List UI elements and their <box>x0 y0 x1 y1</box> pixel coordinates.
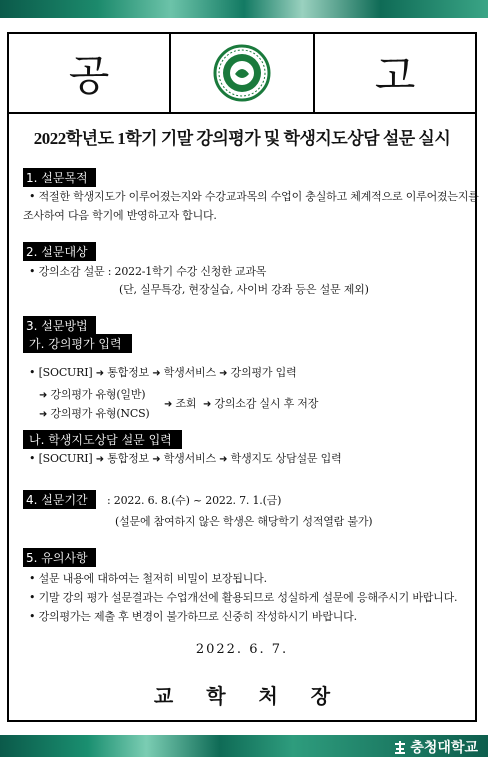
arrow-right-icon: ➜ <box>164 399 173 410</box>
save-label: 강의소감 실시 후 저장 <box>214 397 319 410</box>
section-1-line-1: • 적절한 학생지도가 이루어졌는지와 수강교과목의 수업이 충실하고 체계적으로 이루어졌는지를 <box>29 190 479 203</box>
path-b-step-1: [SOCURI] <box>38 452 93 465</box>
caution-line-1: • 설문 내용에 대하여는 철저히 비밀이 보장됩니다. <box>29 572 267 585</box>
section-1-line-2: 조사하여 다음 학기에 반영하고자 합니다. <box>23 209 217 222</box>
caution-text-3: 강의평가는 제출 후 변경이 불가하므로 신중히 작성하시기 바랍니다. <box>38 610 357 623</box>
arrow-right-icon: ➜ <box>152 368 161 379</box>
survey-period: : 2022. 6. 8.(수) ~ 2022. 7. 1.(금) <box>107 494 282 507</box>
caution-text-2: 기말 강의 평가 설문결과는 수업개선에 활용되므로 성실하게 설문에 응해주시기 바랍니다. <box>38 591 458 604</box>
arrow-right-icon: ➜ <box>39 409 48 420</box>
section-1-text-1: 적절한 학생지도가 이루어졌는지와 수강교과목의 수업이 충실하고 체계적으로 이루어졌는지를 <box>38 190 479 203</box>
section-3b-path: • [SOCURI] ➜ 통합정보 ➜ 학생서비스 ➜ 학생지도 상담설문 입력 <box>29 452 342 465</box>
seal-emblem-icon <box>213 44 271 102</box>
header-left-char: 공 <box>9 34 171 112</box>
brand-logo <box>393 737 478 757</box>
arrow-right-icon: ➜ <box>39 390 48 401</box>
survey-period-note: (설문에 참여하지 않은 학생은 해당학기 성적열람 불가) <box>115 515 373 528</box>
view-label: 조회 <box>175 397 197 410</box>
section-1-heading: 1. 설문목적 <box>23 168 96 187</box>
section-3a-path: • [SOCURI] ➜ 통합정보 ➜ 학생서비스 ➜ 강의평가 입력 <box>29 366 297 379</box>
top-decor-band <box>0 0 488 18</box>
arrow-right-icon: ➜ <box>202 399 212 410</box>
section-2-heading: 2. 설문대상 <box>23 242 96 261</box>
arrow-right-icon: ➜ <box>219 454 228 465</box>
section-3a-type-2 <box>39 405 150 421</box>
section-2-line-2: (단, 실무특강, 현장실습, 사이버 강좌 등은 설문 제외) <box>119 283 369 296</box>
section-2-text-1: 강의소감 설문 : 2022-1학기 수강 신청한 교과목 <box>38 265 267 278</box>
arrow-right-icon: ➜ <box>95 454 104 465</box>
path-b-step-2: 통합정보 <box>107 452 149 465</box>
school-seal <box>171 34 315 112</box>
arrow-right-icon: ➜ <box>95 368 104 379</box>
type-ncs-label: 강의평가 유형(NCS) <box>50 407 150 420</box>
notice-header <box>9 34 475 114</box>
notice-frame <box>7 32 477 722</box>
path-a-step-3: 학생서비스 <box>163 366 216 379</box>
path-b-step-4: 학생지도 상담설문 입력 <box>230 452 342 465</box>
path-a-step-2: 통합정보 <box>107 366 149 379</box>
section-4-heading: 4. 설문기간 <box>23 490 96 509</box>
arrow-right-icon: ➜ <box>152 454 161 465</box>
header-right-char: 고 <box>374 51 416 100</box>
section-3b-heading: 나. 학생지도상담 설문 입력 <box>23 430 182 449</box>
section-3a-type-1 <box>39 386 145 402</box>
section-2-line-1: • 강의소감 설문 : 2022-1학기 수강 신청한 교과목 <box>29 265 267 278</box>
caution-text-1: 설문 내용에 대하여는 철저히 비밀이 보장됩니다. <box>38 572 267 585</box>
arrow-right-icon: ➜ <box>219 368 228 379</box>
path-a-step-1: [SOCURI] <box>38 366 93 379</box>
section-3-heading: 3. 설문방법 <box>23 316 96 335</box>
brand-mark-icon <box>393 740 407 754</box>
brand-name: 충청대학교 <box>410 740 478 756</box>
section-3a-view-save <box>164 395 318 411</box>
notice-title: 2022학년도 1학기 기말 강의평가 및 학생지도상담 설문 실시 <box>33 129 451 148</box>
path-a-step-4: 강의평가 입력 <box>230 366 297 379</box>
notice-date: 2022. 6. 7. <box>195 642 289 657</box>
section-3a-heading: 가. 강의평가 입력 <box>23 334 132 353</box>
path-b-step-3: 학생서비스 <box>163 452 216 465</box>
section-5-heading: 5. 유의사항 <box>23 548 96 567</box>
notice-signer: 교 학 처 장 <box>153 684 331 708</box>
caution-line-2: • 기말 강의 평가 설문결과는 수업개선에 활용되므로 성실하게 설문에 응해주시기 바랍니다. <box>29 591 458 604</box>
caution-line-3: • 강의평가는 제출 후 변경이 불가하므로 신중히 작성하시기 바랍니다. <box>29 610 357 623</box>
type-general-label: 강의평가 유형(일반) <box>50 388 146 401</box>
